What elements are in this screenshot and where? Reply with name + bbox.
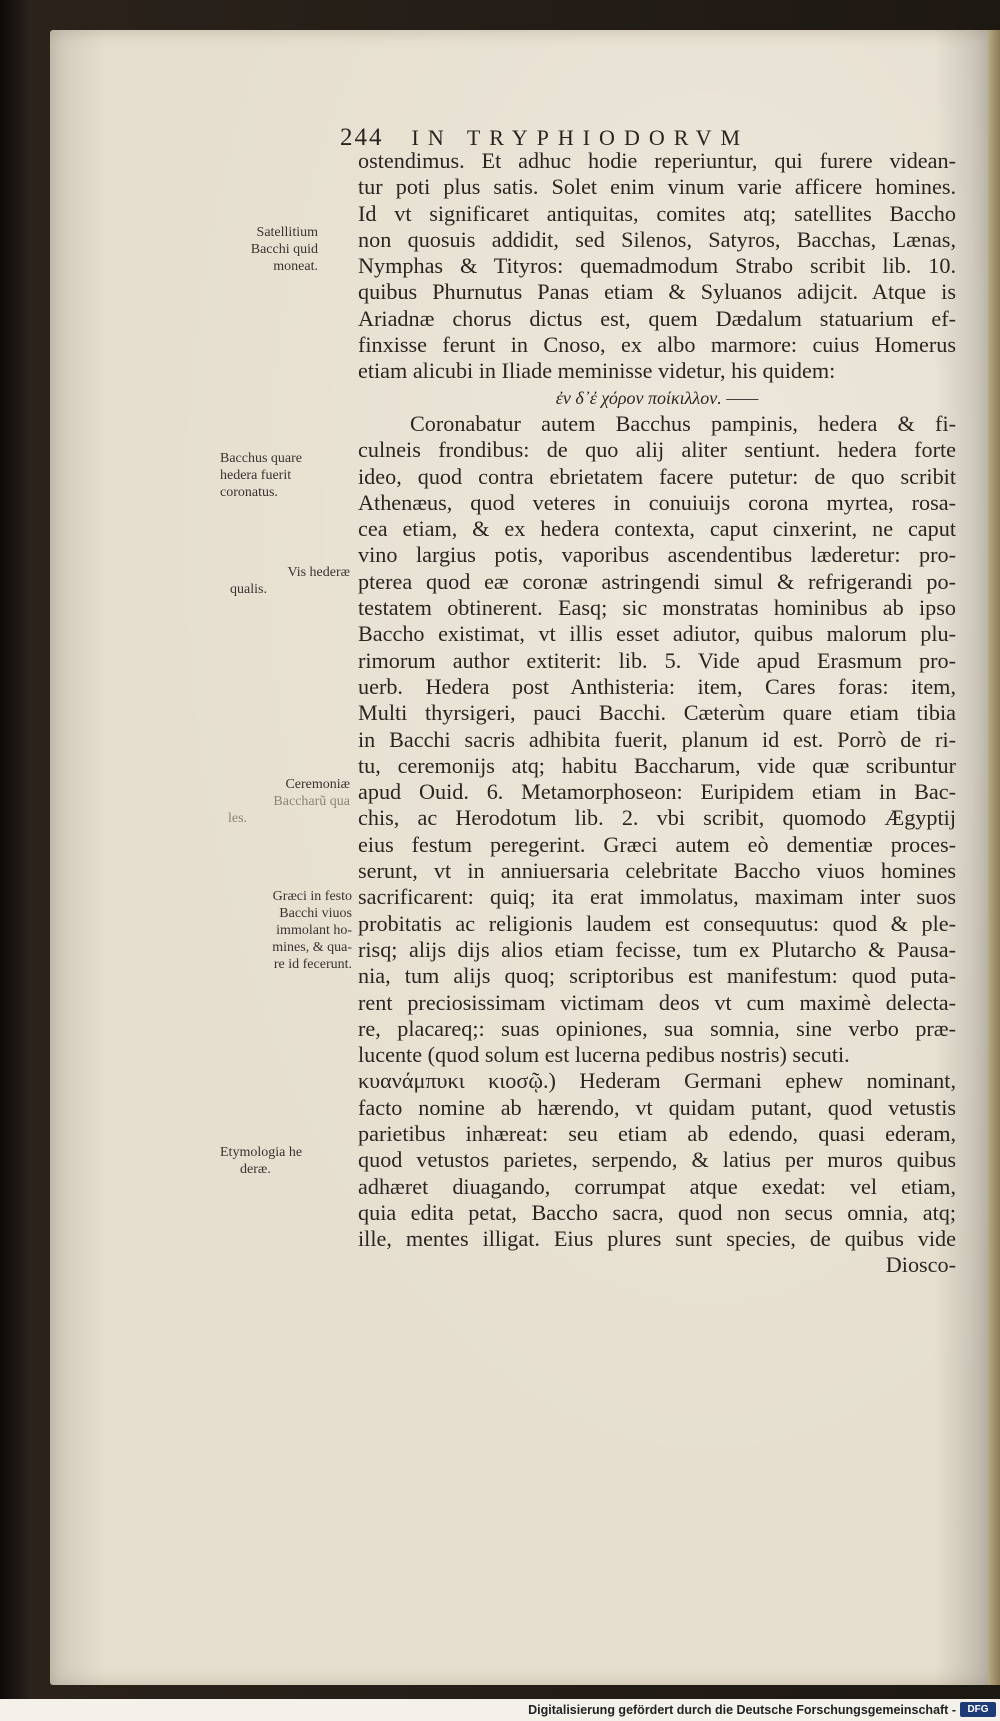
text-line: risq; alijs dijs alios etiam fecisse, tum ex Plutarcho & Pausa-: [358, 936, 956, 962]
paragraph-start-line: Coronabatur autem Bacchus pampinis, hedera & fi-: [410, 410, 956, 436]
text-line: vino largius potis, vaporibus ascendentibus læderetur: pro-: [358, 542, 956, 568]
margin-note-line: re id fecerunt.: [273, 957, 352, 972]
margin-note: [226, 564, 350, 598]
text-line: sacrificarent: quiq; ita erat immolatus, maximam inter suos: [358, 884, 956, 910]
margin-note: [220, 1144, 352, 1178]
text-line: rimorum author extiterit: lib. 5. Vide apud Erasmum pro-: [358, 647, 956, 673]
text-line: ille, mentes illigat. Eius plures sunt species, de quibus vide: [358, 1226, 956, 1252]
text-line: re, placareq;: suas opiniones, sua somnia, sine verbo præ-: [358, 1015, 956, 1041]
text-line: tu, ceremonijs atq; habitu Baccharum, vide quæ scribuntur: [358, 752, 956, 778]
margin-note-line: moneat.: [273, 259, 318, 274]
text-line: facto nomine ab hærendo, vt quidam putant, quod vetustis: [358, 1094, 956, 1120]
body-text: [358, 148, 956, 1279]
text-line: apud Ouid. 6. Metamorphoseon: Euripidem etiam in Bac-: [358, 779, 956, 805]
text-line: Id vt significaret antiquitas, comites atq; satellites Baccho: [358, 200, 956, 226]
text-line: adhæret diuagando, corrumpat atque exedat: vel etiam,: [358, 1173, 956, 1199]
text-line: cea etiam, & ex hedera contexta, caput cinxerint, ne caput: [358, 516, 956, 542]
margin-note: [222, 776, 350, 827]
margin-note: [198, 224, 318, 275]
text-line: ideo, quod contra ebrietatem facere putetur: de quo scribit: [358, 463, 956, 489]
text-line: lucente (quod solum est lucerna pedibus nostris) secuti.: [358, 1042, 850, 1068]
margin-note-line: Bacchi viuos: [279, 906, 352, 921]
page-number: 244: [340, 124, 384, 151]
margin-note-line: Ceremoniæ: [285, 777, 350, 792]
margin-note-line: Satellitium: [256, 225, 318, 240]
margin-note-line: qualis.: [230, 582, 267, 597]
margin-note-line: les.: [228, 811, 248, 826]
margin-note-line: deræ.: [240, 1162, 271, 1177]
text-line: eius festum peregerint. Græci autem eò dementiæ proces-: [358, 831, 956, 857]
lemma-line: κυανάμπυκι κιοσῷ.) Hederam Germani ephew nominant,: [358, 1068, 956, 1094]
text-line: quia edita petat, Baccho sacra, quod non secus omnia, atq;: [358, 1199, 956, 1225]
text-line: finxisse ferunt in Cnoso, ex albo marmore: cuius Homerus: [358, 332, 956, 358]
margin-note-line: mines, & qua-: [272, 940, 352, 955]
text-line: parietibus inhæreat: seu etiam ab edendo, quasi ederam,: [358, 1120, 956, 1146]
text-line: ostendimus. Et adhuc hodie reperiuntur, qui furere videan-: [358, 148, 956, 173]
margin-note-line: Bacchus quare: [220, 451, 303, 466]
margin-note-line: immolant ho-: [276, 923, 352, 938]
margin-note-line: Baccharũ qua: [273, 794, 350, 809]
text-line: chis, ac Herodotum lib. 2. vbi scribit, quomodo Ægyptij: [358, 805, 956, 831]
margin-note-line: Bacchi quid: [250, 242, 318, 257]
text-line: culneis frondibus: de quo alij aliter sentiunt. hedera forte: [358, 437, 956, 463]
text-line: pterea quod eæ coronæ astringendi simul & refrigerandi po-: [358, 568, 956, 594]
text-line: serunt, vt in anniuersaria celebritate Baccho viuos homines: [358, 858, 956, 884]
text-line: in Bacchi sacris adhibita fuerit, planum id est. Porrò de ri-: [358, 726, 956, 752]
greek-quotation: ἐν δ᾽ἐ χόρον ποίκιλλον. ——: [555, 387, 759, 408]
margin-note-line: Etymologia he: [220, 1145, 303, 1160]
text-line: Baccho existimat, vt illis esset adiutor, quibus malorum plu-: [358, 621, 956, 647]
text-line: quod vetustos parietes, serpendo, & latius per muros quibus: [358, 1147, 956, 1173]
margin-note: [220, 450, 340, 501]
dfg-logo: DFG: [960, 1702, 996, 1717]
text-line: quibus Phurnutus Panas etiam & Syluanos adijcit. Atque is: [358, 279, 956, 305]
text-line: Multi thyrsigeri, pauci Bacchi. Cæterùm quare etiam tibia: [358, 700, 956, 726]
text-line: rent preciosissimam victimam deos vt cum maximè delecta-: [358, 989, 956, 1015]
margin-note-line: coronatus.: [220, 485, 278, 500]
text-line: tur poti plus satis. Solet enim vinum varie afficere homines.: [358, 174, 956, 200]
margin-note: [220, 888, 352, 973]
text-line: nia, tum alijs quoq; scriptoribus est manifestum: quod puta-: [358, 963, 956, 989]
digitization-footer: [0, 1699, 1000, 1721]
text-line: Ariadnæ chorus dictus est, quem Dædalum statuarium ef-: [358, 305, 956, 331]
margin-note-line: hedera fuerit: [220, 468, 292, 483]
text-line: Athenæus, quod veteres in conuiuijs corona myrtea, rosa-: [358, 489, 956, 515]
catchword: Diosco-: [885, 1252, 956, 1278]
text-line: etiam alicubi in Iliade meminisse videtur, his quidem:: [358, 358, 836, 384]
text-line: uerb. Hedera post Anthisteria: item, Cares foras: item,: [358, 673, 956, 699]
text-line: non quosuis addidit, sed Silenos, Satyros, Bacchas, Lænas,: [358, 226, 956, 252]
running-title: IN TRYPHIODORVM: [411, 125, 750, 150]
text-line: testatem obtinerent. Easq; sic monstratas hominibus ab ipso: [358, 595, 956, 621]
page-edge: [988, 30, 1000, 1685]
funding-credit: Digitalisierung gefördert durch die Deutsche Forschungsgemeinschaft -: [528, 1703, 956, 1717]
margin-note-line: Græci in festo: [272, 889, 352, 904]
margin-note-line: Vis hederæ: [287, 565, 350, 580]
text-line: Nymphas & Tityros: quemadmodum Strabo scribit lib. 10.: [358, 253, 956, 279]
text-line: probitatis ac religionis laudem est consequutus: quod & ple-: [358, 910, 956, 936]
